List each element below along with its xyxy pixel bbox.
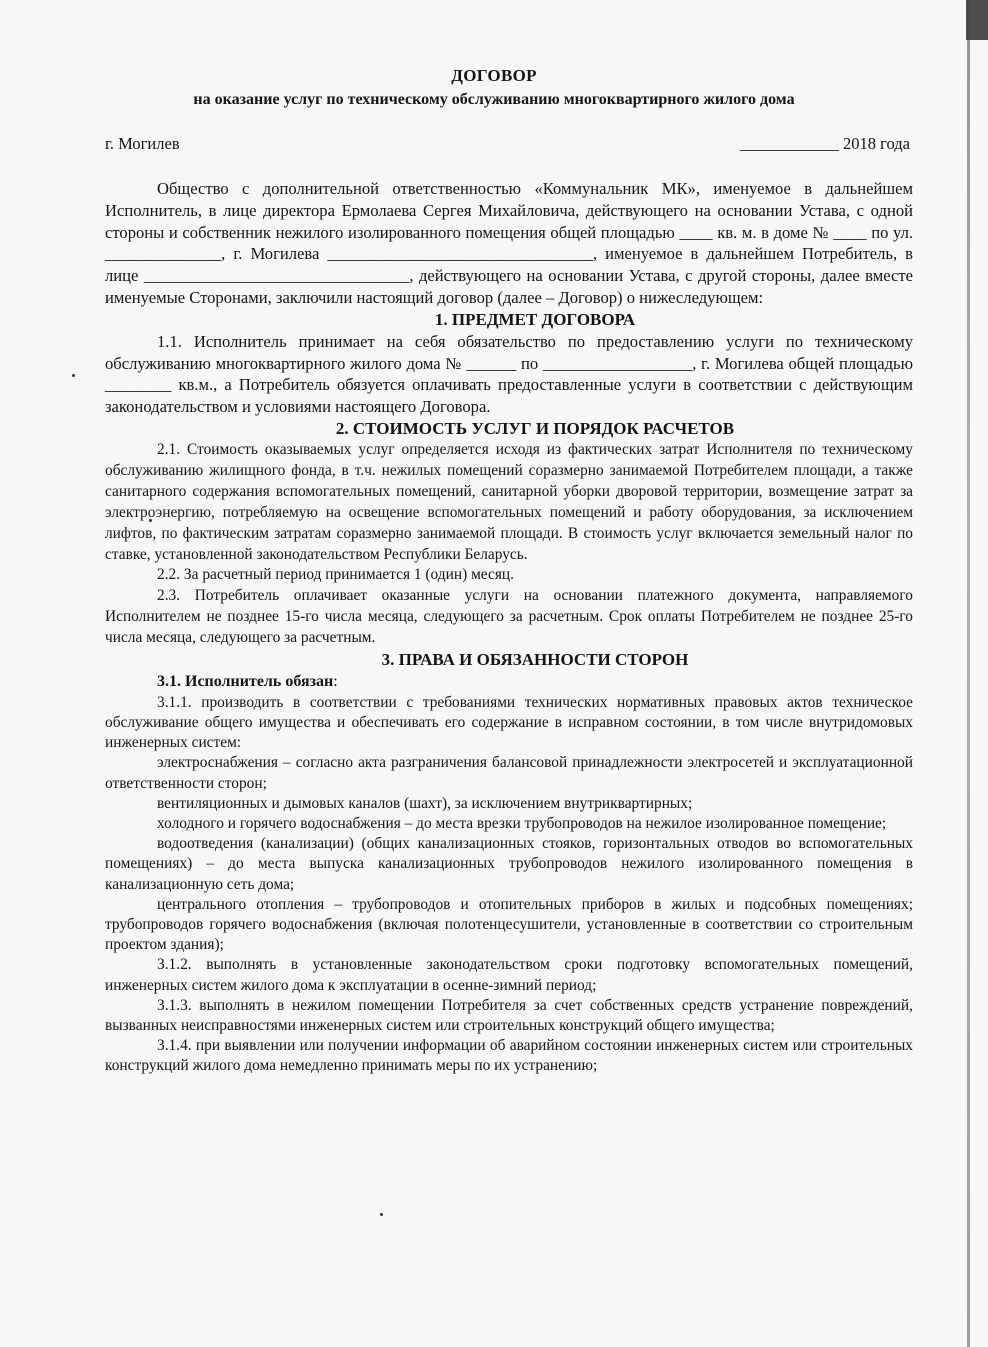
list-item-electric: электроснабжения – согласно акта разграничения балансовой принадлежности электросетей и эксплуатационной ответственности сторон; [105,754,913,792]
clause-2-2: 2.2. За расчетный период принимается 1 (один) месяц. [157,566,515,584]
section-3-body [105,693,913,1077]
document-title: ДОГОВОР [451,66,537,85]
scan-edge-shadow [967,0,970,1347]
list-item-sewer: водоотведения (канализации) (общих канализационных стояков, горизонтальных отводов во вспомогательных помещениях) – до места выпуска канализационных трубопроводов нежилого изолированного помещения в канализационную сеть дома; [105,835,913,893]
contract-date: ____________ 2018 года [739,134,910,153]
clause-1-1: 1.1. Исполнитель принимает на себя обязательство по предоставлению услуги по техническому обслуживанию многоквартирного жилого дома № ______ по __________________, г. Могилева общей площадью ________ кв.м., а Потребитель обязуется оплачивать предоставленные услуги в соответствии с действующим законодательством и условиями настоящего Договора. [105,331,913,417]
list-item-heating: центрального отопления – трубопроводов и отопительных приборов в жилых и подсобных помещениях; трубопроводов горячего водоснабжения (включая полотенцесушители, установленные в соответствии со строительным проектом здания); [105,895,913,954]
preamble-paragraph: Общество с дополнительной ответственностью «Коммунальник МК», именуемое в дальнейшем Исполнитель, в лице директора Ермолаева Сергея Михайловича, действующего на основании Устава, с одной стороны и собственник нежилого изолированного помещения общей площадью ____ кв. м. в доме № ____ по ул. ______________, г. Могилева ________________________________, именуемое в дальнейшем Потребитель, в лице ________________________________, действующего на основании Устава, с другой стороны, далее вместе именуемые Сторонами, заключили настоящий договор (далее – Договор) о нижеследующем: [105,179,913,307]
subsection-3-1-colon: : [333,673,338,691]
section-2-body [105,440,913,649]
clause-3-1-1: 3.1.1. производить в соответствии с требованиями технических нормативных правовых актов техническое обслуживание общего имущества и обеспечивать его содержание в исправном состоянии, в том числе внутридомовых инженерных систем: [105,693,913,752]
clause-3-1-4: 3.1.4. при выявлении или получении информации об аварийном состоянии инженерных систем или строительных конструкций жилого дома немедленно принимать меры по их устранению; [105,1037,913,1075]
subsection-3-1-heading [105,671,913,693]
section-3-heading: 3. ПРАВА И ОБЯЗАННОСТИ СТОРОН [381,650,689,670]
clause-3-1-3: 3.1.3. выполнять в нежилом помещении Потребителя за счет собственных средств устранение повреждений, вызванных неисправностями инженерных систем или строительных конструкций общего имущества; [105,996,913,1035]
clause-2-3: 2.3. Потребитель оплачивает оказанные услуги на основании платежного документа, направляемого Исполнителем не позднее 15-го числа месяца, следующего за расчетным. Срок оплаты Потребителем не позднее 25-го числа месяца, следующего за расчетным. [105,587,913,647]
city-date-line [105,134,910,154]
city: г. Могилев [105,134,180,153]
subsection-3-1-label: 3.1. Исполнитель обязан [157,673,334,691]
clause-3-1-2: 3.1.2. выполнять в установленные законодательством сроки подготовку вспомогательных помещений, инженерных систем жилого дома к эксплуатации в осенне-зимний период; [105,956,913,994]
document-subtitle: на оказание услуг по техническому обслуживанию многоквартирного жилого дома [193,91,795,108]
scan-speck [72,374,75,377]
scan-speck [380,1213,383,1216]
clause-2-1: 2.1. Стоимость оказываемых услуг определяется исходя из фактических затрат Исполнителя по техническому обслуживанию жилищного фонда, в т.ч. нежилых помещений соразмерно занимаемой Потребителем площади, а также санитарного содержания вспомогательных помещений, санитарной уборки дворовой территории, возмещение затрат за электроэнергию, потребляемую на освещение вспомогательных помещений и работу оборудования, за исключением лифтов, по фактическим затратам соразмерно занимаемой площади. В стоимость услуг включается земельный налог по ставке, установленной законодательством Республики Беларусь. [105,440,913,563]
section-2-heading: 2. СТОИМОСТЬ УСЛУГ И ПОРЯДОК РАСЧЕТОВ [335,418,735,438]
list-item-ventilation: вентиляционных и дымовых каналов (шахт), за исключением внутриквартирных; [157,794,693,812]
section-1-heading: 1. ПРЕДМЕТ ДОГОВОРА [434,309,636,329]
contract-body [105,178,913,1077]
list-item-water: холодного и горячего водоснабжения – до места врезки трубопроводов на нежилое изолированное помещение; [157,815,887,833]
